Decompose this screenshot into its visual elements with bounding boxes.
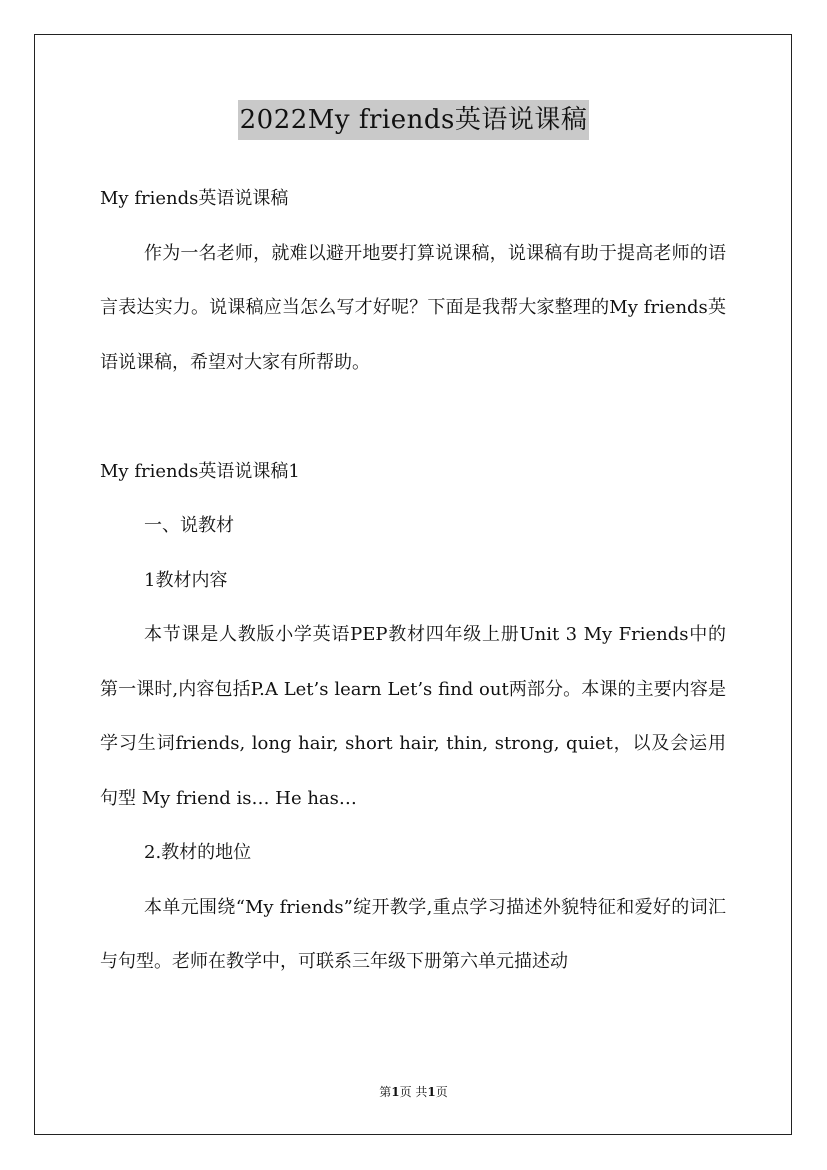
title-container [0, 100, 827, 140]
part-heading: 一、说教材 [144, 515, 234, 536]
page-footer [0, 1082, 827, 1102]
position-paragraph: 本单元围绕“My friends”绽开教学,重点学习描述外貌特征和爱好的词汇与句型。老师在教学中，可联系三年级下册第六单元描述动 [100, 896, 726, 972]
content-paragraph: 本节课是人教版小学英语PEP教材四年级上册Unit 3 My Friends中的第一课时,内容包括P.A Let’s learn Let’s find out两部分。本课的主要内容是学习生词friends, long hair, short hair, thin, strong, quiet，以及会运用句型 My friend is… He has… [100, 624, 726, 809]
footer-prefix: 第 [379, 1085, 392, 1099]
intro-paragraph: 作为一名老师，就难以避开地要打算说课稿，说课稿有助于提高老师的语言表达实力。说课稿应当怎么写才好呢？下面是我帮大家整理的My friends英语说课稿，希望对大家有所帮助。 [100, 242, 726, 373]
document-subtitle: My friends英语说课稿 [100, 188, 289, 209]
section-heading: My friends英语说课稿1 [100, 460, 300, 482]
footer-page-number: 1 [391, 1085, 400, 1099]
paragraph-spacer [100, 390, 726, 445]
document-title: 2022My friends英语说课稿 [238, 100, 590, 140]
sub-heading-position: 2.教材的地位 [144, 842, 252, 863]
document-body [100, 172, 726, 990]
footer-mid: 页 共 [399, 1085, 428, 1099]
footer-page-total: 1 [427, 1085, 436, 1099]
sub-heading-content: 1教材内容 [144, 569, 228, 591]
footer-suffix: 页 [435, 1085, 448, 1099]
